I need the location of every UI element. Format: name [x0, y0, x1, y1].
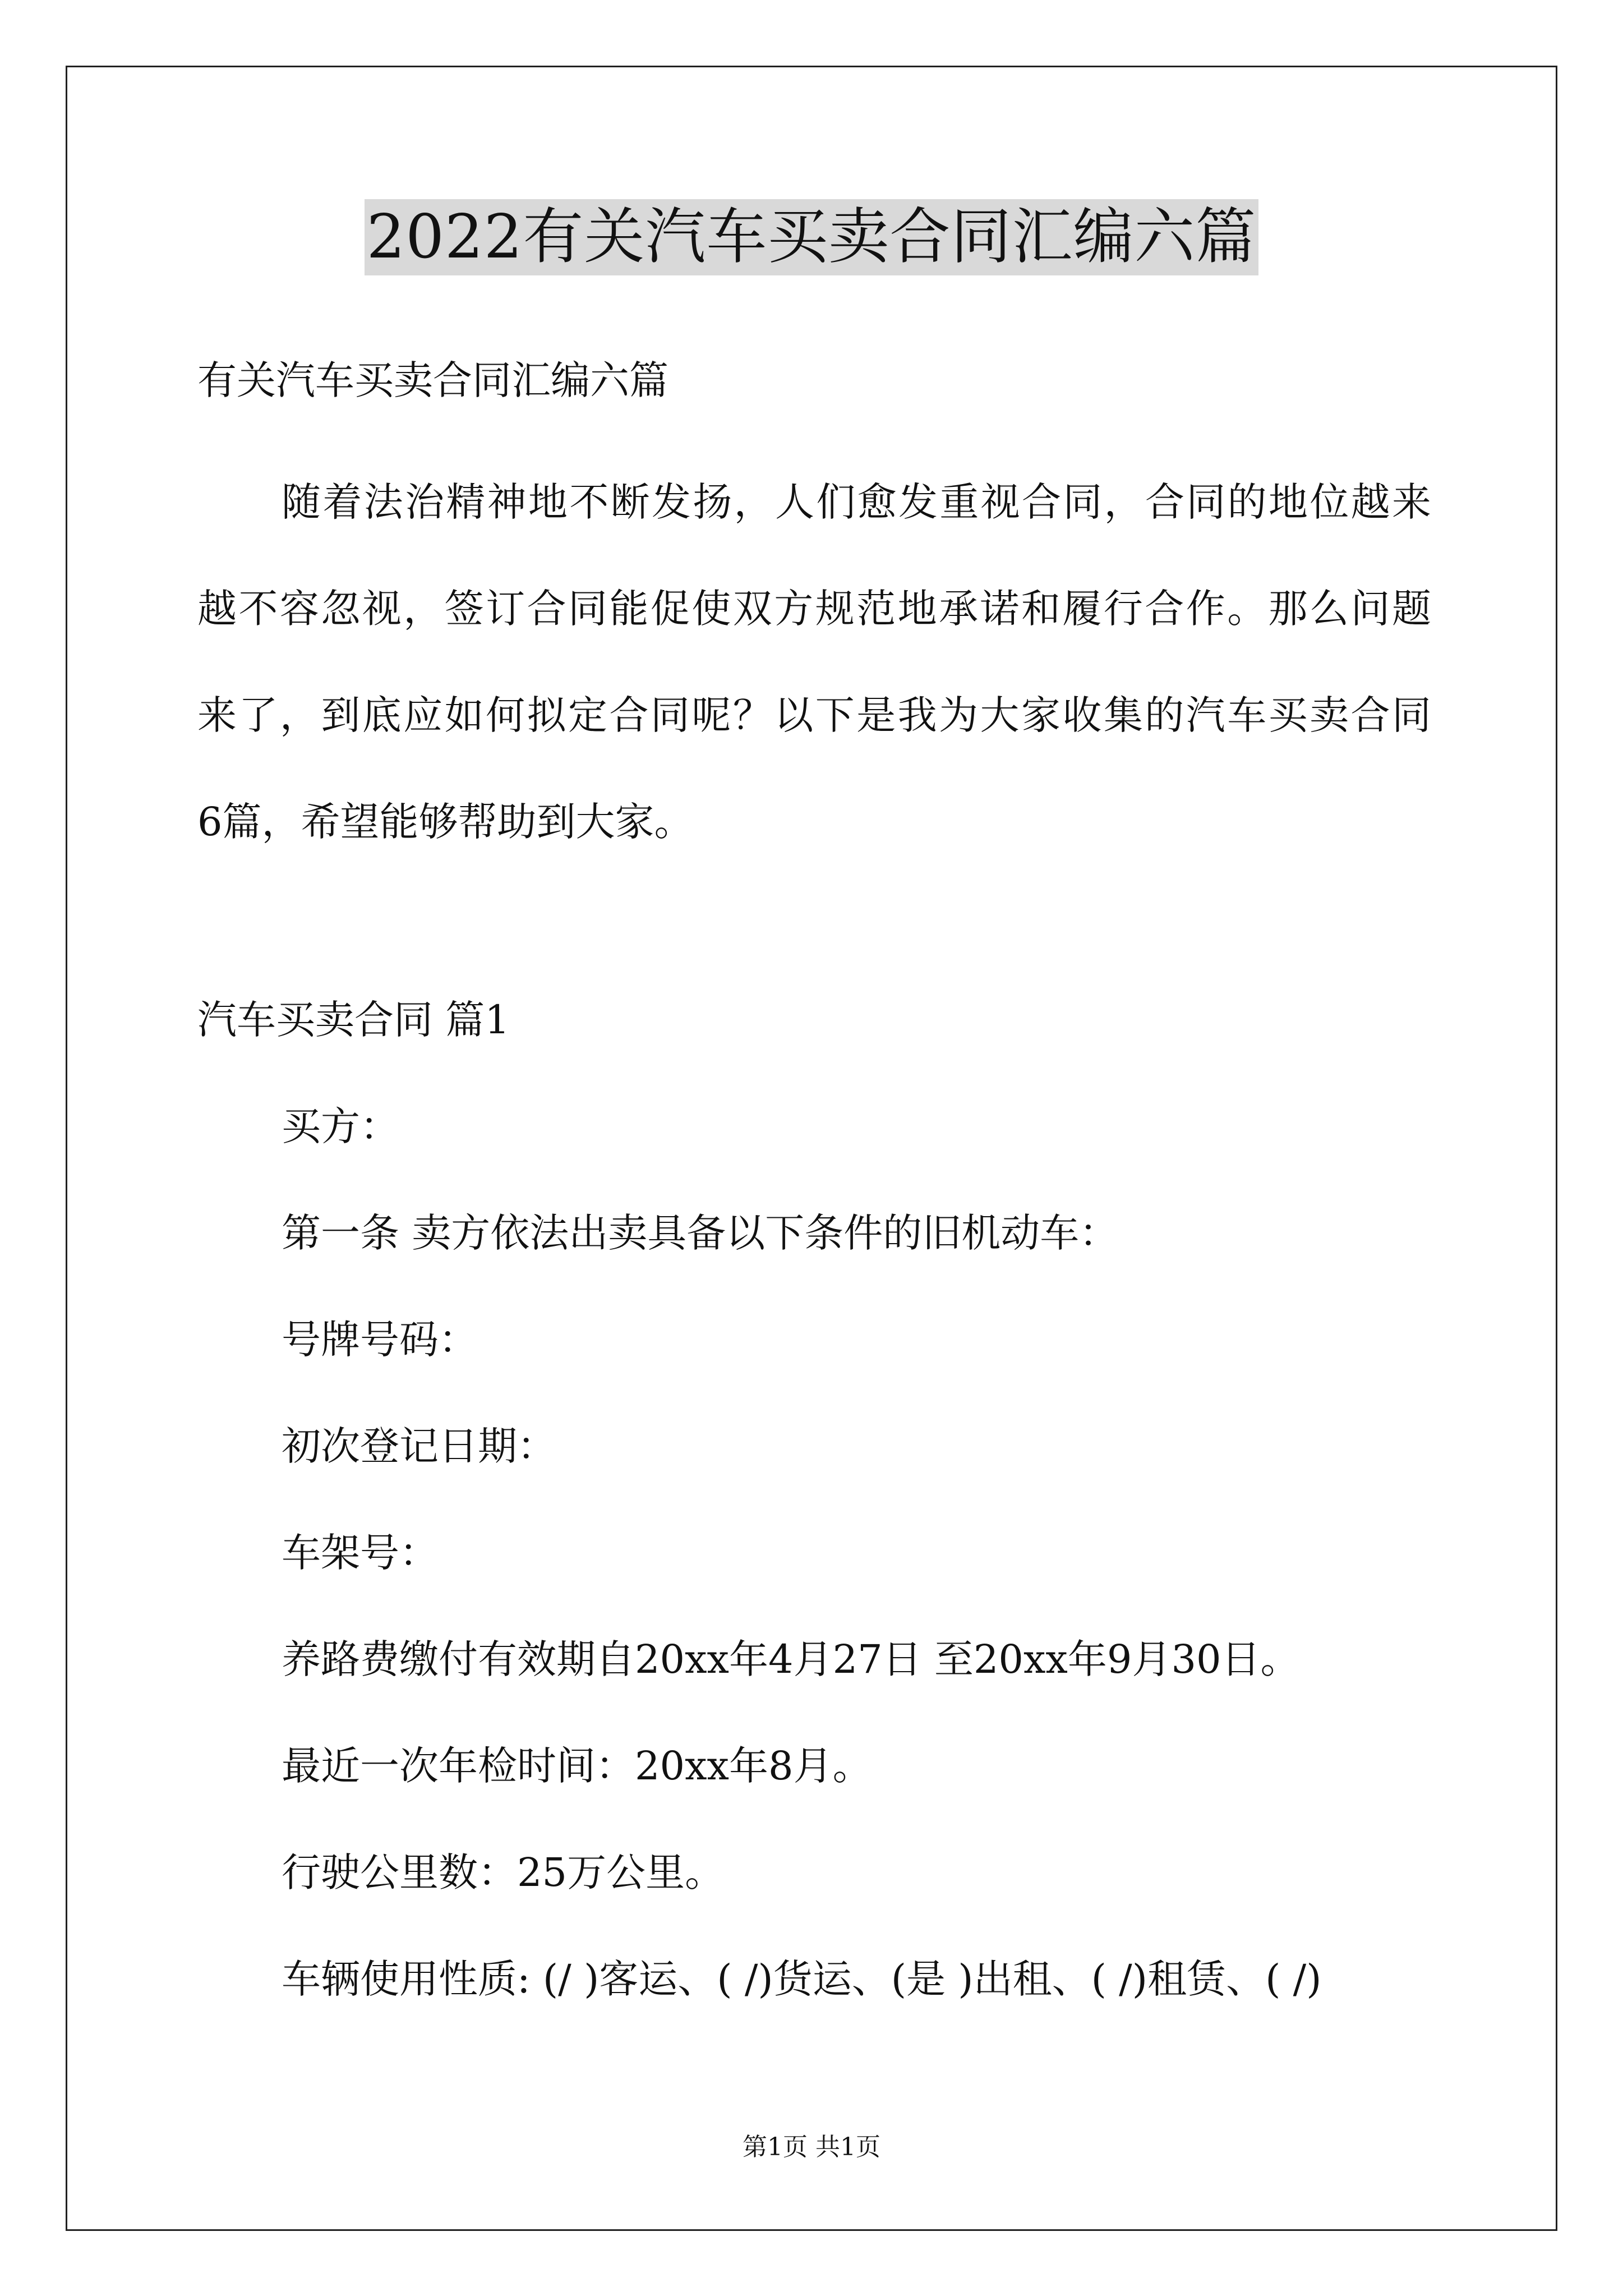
intro-line: 越不容忽视，签订合同能促使双方规范地承诺和履行合作。那么问题	[197, 586, 1431, 632]
intro-paragraph	[197, 449, 1431, 875]
section-heading: 汽车买卖合同 篇1	[197, 997, 510, 1043]
buyer-line: 买方：	[282, 1103, 399, 1149]
article-one-line: 第一条 卖方依法出卖具备以下条件的旧机动车：	[282, 1210, 1119, 1256]
document-subtitle: 有关汽车买卖合同汇编六篇	[197, 357, 668, 403]
usage-type-line: 车辆使用性质: (/ )客运、( /)货运、(是 )出租、( /)租赁、( /)	[282, 1956, 1322, 2002]
title-container	[0, 199, 1623, 275]
registration-date-line: 初次登记日期：	[282, 1423, 556, 1469]
intro-line: 6篇，希望能够帮助到大家。	[197, 799, 694, 845]
road-fee-line: 养路费缴付有效期自20xx年4月27日 至20xx年9月30日。	[282, 1636, 1300, 1682]
intro-line: 随着法治精神地不断发扬，人们愈发重视合同，合同的地位越来	[282, 479, 1431, 525]
intro-line: 来了，到底应如何拟定合同呢？以下是我为大家收集的汽车买卖合同	[197, 692, 1431, 738]
mileage-line: 行驶公里数：25万公里。	[282, 1849, 725, 1895]
inspection-line: 最近一次年检时间：20xx年8月。	[282, 1743, 872, 1789]
vin-line: 车架号：	[282, 1530, 439, 1576]
page-footer: 第1页 共1页	[743, 2133, 880, 2161]
plate-number-line: 号牌号码：	[282, 1317, 478, 1363]
document-title: 2022有关汽车买卖合同汇编六篇	[365, 199, 1259, 275]
